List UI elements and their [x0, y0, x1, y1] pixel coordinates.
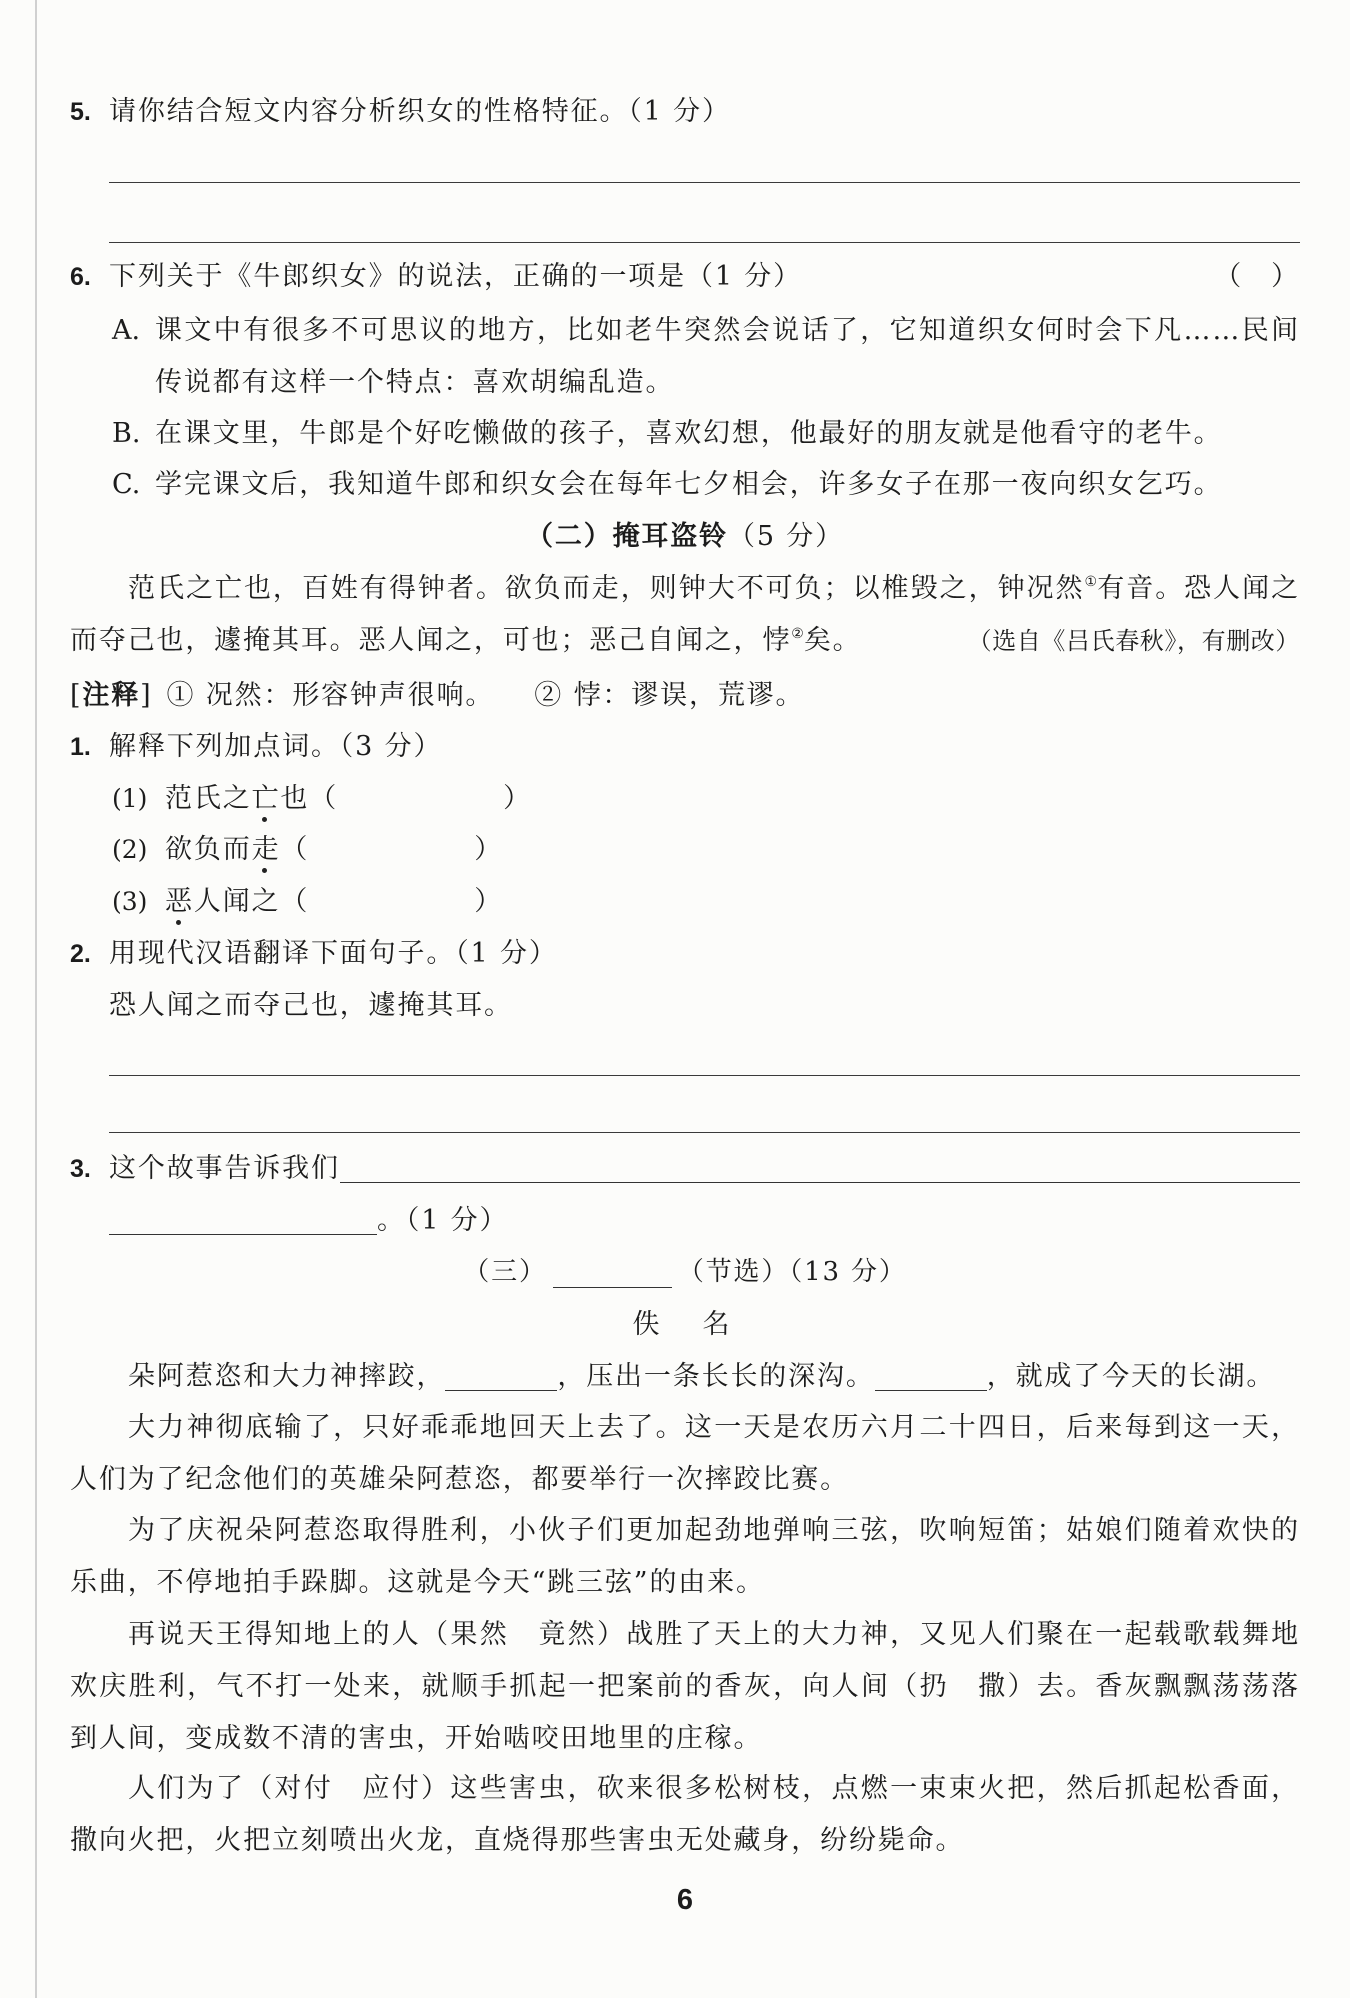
- title-blank: [553, 1246, 672, 1288]
- option-text: 学完课文后，我知道牛郎和织女会在每年七夕相会，许多女子在那一夜向织女乞巧。: [155, 469, 1223, 500]
- question-number: 6.: [70, 263, 91, 291]
- bracket-close: ）: [1271, 261, 1300, 292]
- author-line: [70, 1299, 1300, 1351]
- story-paragraph-4: 再说天王得知地上的人（果然 竟然）战胜了天上的大力神，又见人们聚在一起载歌载舞地欢庆胜利，气不打一处来，就顺手抓起一把案前的香灰，向人间（扔 撒）去。香灰飘飘荡荡落到人间，变成数不清的害虫，开始啮咬田地里的庄稼。: [70, 1619, 1300, 1754]
- option-c: [112, 459, 1300, 511]
- question-6: [70, 251, 1300, 303]
- option-label: C.: [112, 469, 141, 500]
- page-number: 6: [676, 1884, 694, 1916]
- question-number: 1.: [70, 733, 91, 761]
- sub-item-text: 也: [280, 783, 310, 814]
- translation-sentence: [70, 980, 1300, 1032]
- bracket-close: ）: [474, 834, 504, 865]
- bracket-close: ）: [503, 783, 532, 814]
- footnote-marker: ②: [791, 626, 804, 642]
- section-heading-2: [70, 511, 1300, 563]
- answer-blank: [340, 1143, 1300, 1183]
- section-title: （二）掩耳盗铃: [526, 521, 728, 552]
- story-paragraph-3: 为了庆祝朵阿惹恣取得胜利，小伙子们更加起劲地弹响三弦，吹响短笛；姑娘们随着欢快的乐曲，不停地拍手跺脚。这就是今天“跳三弦”的由来。: [70, 1515, 1300, 1598]
- option-a: [112, 305, 1300, 409]
- answer-blank: [875, 1361, 987, 1391]
- sub-item-1: [112, 773, 1300, 825]
- option-label: B.: [112, 418, 141, 449]
- paragraph-text: ，就成了今天的长湖。: [986, 1361, 1276, 1392]
- section-suffix: （节选）（13 分）: [677, 1257, 907, 1287]
- note-item: ① 况然：形容钟声很响。: [166, 680, 495, 711]
- author: 佚 名: [632, 1309, 738, 1340]
- question-score: 。（1 分）: [377, 1205, 509, 1236]
- note-label: 注释: [82, 680, 141, 711]
- classical-passage: [70, 563, 1300, 667]
- sub-item-number: (2): [112, 835, 148, 864]
- sub-item-text: 人闻之: [193, 886, 281, 917]
- sub-item-number: (3): [112, 887, 148, 916]
- paragraph-text: ，压出一条长长的深沟。: [557, 1361, 875, 1392]
- sub-item-text: 范氏之: [165, 783, 252, 814]
- answer-line: [109, 1132, 1300, 1133]
- passage-text: 范氏之亡也，百姓有得钟者。欲负而走，则钟大不可负；以椎毁之，钟况然: [128, 573, 1085, 604]
- question-2-2: [70, 928, 1300, 980]
- passage-source: （选自《吕氏春秋》，有删改）: [967, 627, 1300, 655]
- question-number: 3.: [70, 1155, 91, 1183]
- answer-bracket: [1214, 251, 1300, 303]
- footnote-marker: ①: [1084, 574, 1098, 590]
- note-bracket-open: [: [70, 680, 83, 711]
- annotation-note: [70, 670, 1300, 722]
- sentence-text: 恐人闻之而夺己也，遽掩其耳。: [109, 990, 513, 1021]
- question-text: 这个故事告诉我们: [109, 1153, 340, 1184]
- question-number: 5.: [70, 98, 91, 126]
- question-2-3-continued: [70, 1195, 1300, 1247]
- emphasized-word: 恶: [165, 876, 194, 928]
- answer-line: [109, 242, 1300, 243]
- question-5: [70, 86, 1300, 138]
- bracket-close: ）: [474, 886, 504, 917]
- emphasized-word: 亡: [252, 773, 281, 825]
- option-label: A.: [112, 315, 141, 346]
- paragraph-text: 朵阿惹恣和大力神摔跤，: [128, 1361, 446, 1392]
- sub-item-number: (1): [112, 784, 148, 813]
- question-text: 下列关于《牛郎织女》的说法，正确的一项是（1 分）: [109, 261, 803, 292]
- option-text: 课文中有很多不可思议的地方，比如老牛突然会说话了，它知道织女何时会下凡……民间传说都有这样一个特点：喜欢胡编乱造。: [155, 315, 1300, 398]
- passage-text: 矣。: [803, 625, 862, 656]
- sub-item-2: [112, 824, 1300, 876]
- answer-blank: [109, 1195, 377, 1235]
- sub-item-text: 欲负而: [165, 834, 252, 865]
- option-text: 在课文里，牛郎是个好吃懒做的孩子，喜欢幻想，他最好的朋友就是他看守的老牛。: [155, 418, 1223, 449]
- note-item: ② 悖：谬误，荒谬。: [534, 680, 805, 711]
- answer-line: [109, 182, 1300, 183]
- section-heading-3: [70, 1246, 1300, 1298]
- story-paragraph-5: 人们为了（对付 应付）这些害虫，砍来很多松树枝，点燃一束束火把，然后抓起松香面，撒向火把，火把立刻喷出火龙，直烧得那些害虫无处藏身，纷纷毙命。: [70, 1773, 1300, 1856]
- answer-blank: [445, 1361, 557, 1391]
- section-score: （5 分）: [727, 521, 844, 552]
- bracket-open: （: [280, 834, 310, 865]
- emphasized-word: 走: [252, 824, 281, 876]
- bracket-open: （: [1214, 261, 1244, 292]
- bracket-open: （: [309, 783, 339, 814]
- binding-margin-rule: [35, 0, 37, 1998]
- option-b: [112, 408, 1300, 460]
- question-2-1: [70, 721, 1300, 773]
- question-2-3: [70, 1143, 1300, 1195]
- story-paragraph-2: 大力神彻底输了，只好乖乖地回天上去了。这一天是农历六月二十四日，后来每到这一天，人们为了纪念他们的英雄朵阿惹恣，都要举行一次摔跤比赛。: [70, 1412, 1300, 1495]
- question-number: 2.: [70, 940, 91, 968]
- question-text: 用现代汉语翻译下面句子。（1 分）: [109, 938, 558, 969]
- story-paragraph-1: [70, 1351, 1300, 1403]
- question-text: 请你结合短文内容分析织女的性格特征。（1 分）: [109, 96, 731, 127]
- note-bracket-close: ]: [140, 680, 153, 711]
- passage-text: 有音。恐人闻之而夺己也，遽掩其耳。恶人闻之，可也；恶己自闻之，悖: [70, 573, 1300, 656]
- section-number: （三）: [463, 1257, 547, 1287]
- bracket-open: （: [280, 886, 310, 917]
- question-text: 解释下列加点词。（3 分）: [109, 731, 443, 762]
- sub-item-3: [112, 876, 1300, 928]
- answer-line: [109, 1075, 1300, 1076]
